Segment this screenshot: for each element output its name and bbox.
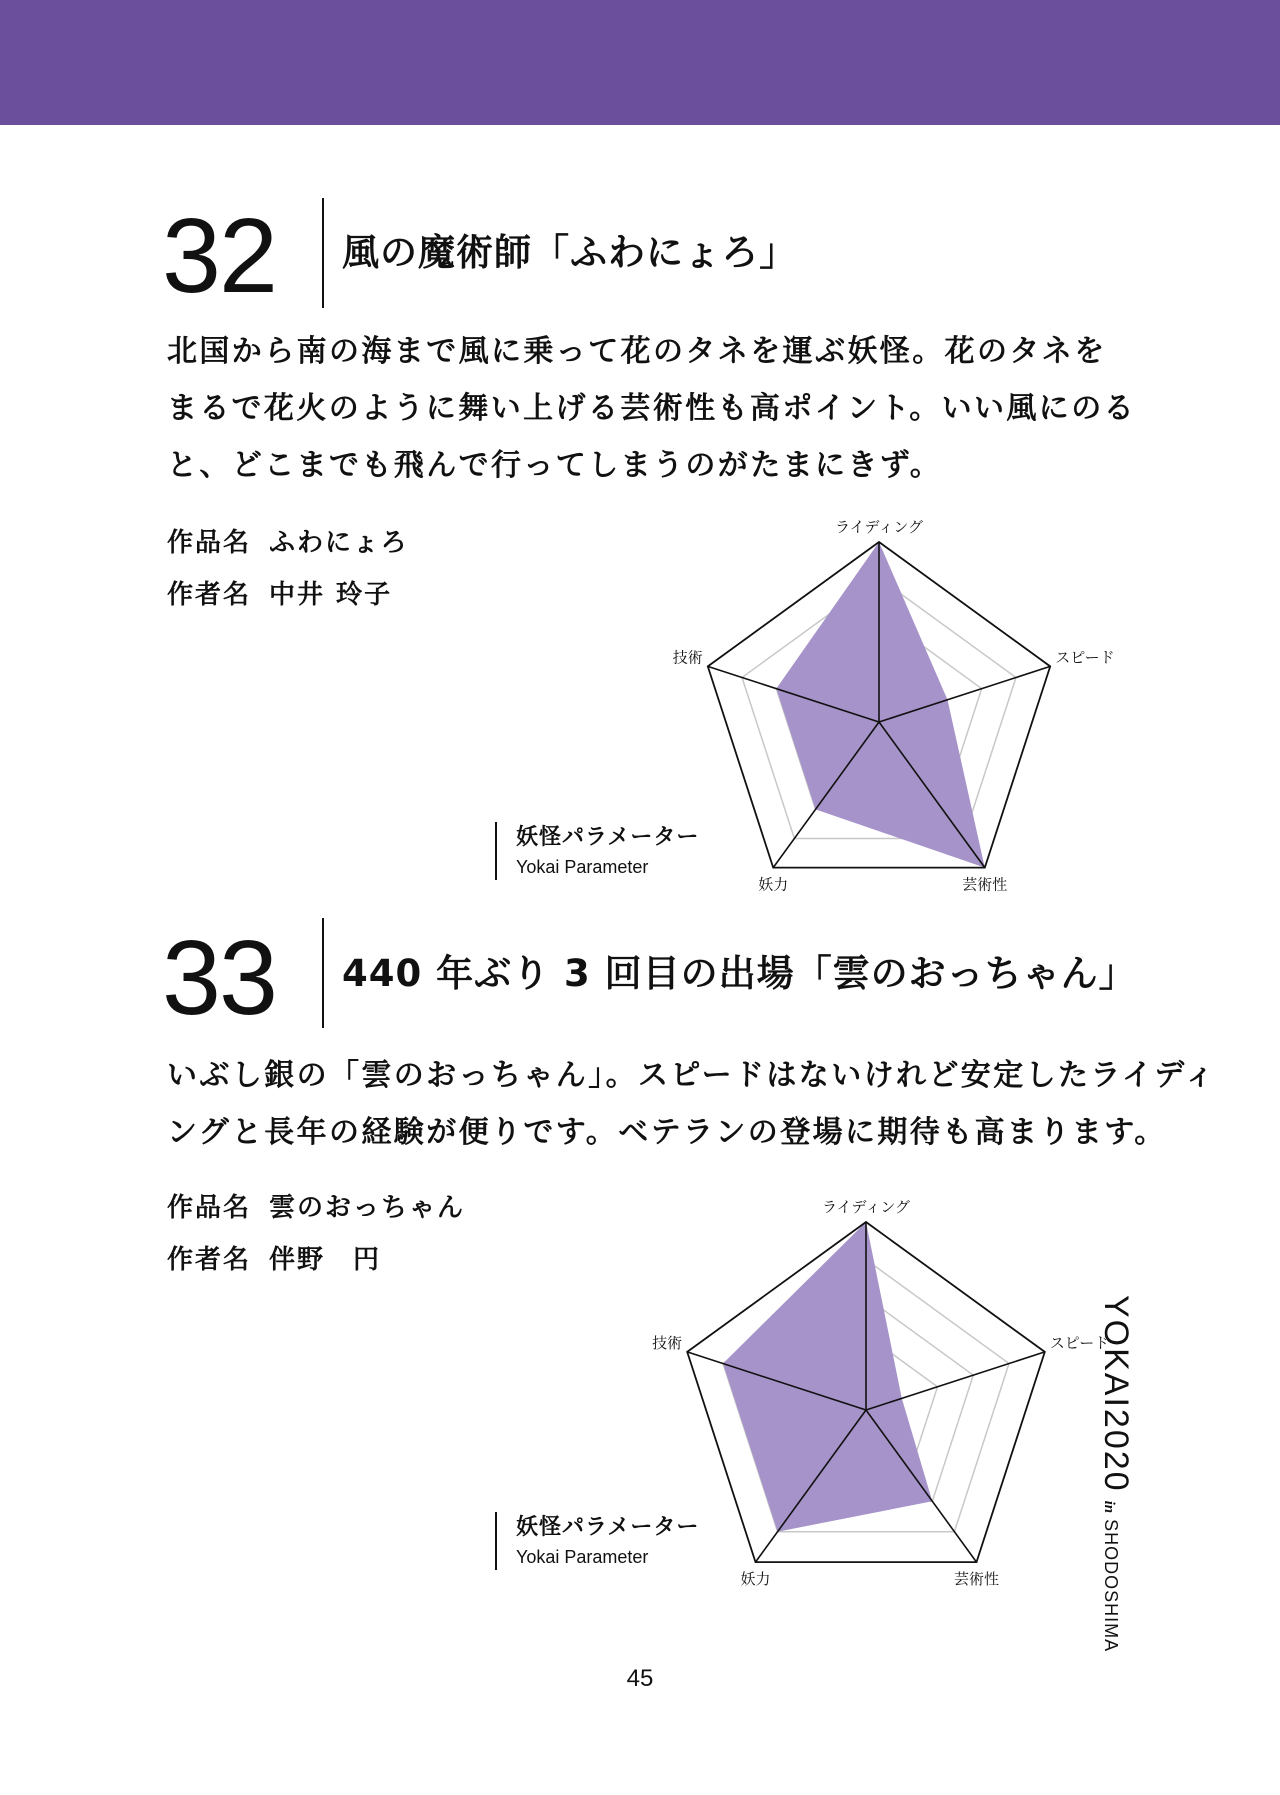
radar-axis-label: 妖力	[740, 1570, 771, 1589]
radar-spoke	[756, 1410, 867, 1562]
radar-grid-ring	[776, 614, 981, 809]
radar-axis-label: ライディング	[821, 1198, 911, 1216]
work-name-row	[167, 1190, 465, 1226]
radar-spoke	[866, 1352, 1045, 1410]
radar-grid-ring	[845, 686, 913, 751]
entry-title: 440 年ぶり 3 回目の出場「雲のおっちゃん」	[342, 952, 1137, 995]
entry-divider	[322, 198, 324, 308]
header-band	[0, 0, 1280, 125]
parameter-title: 妖怪パラメーター	[516, 825, 700, 850]
radar-outline	[687, 1222, 1045, 1562]
radar-axis-label: 芸術性	[962, 875, 1008, 894]
author-value: 中井 玲子	[269, 580, 393, 610]
radar-spoke	[708, 666, 879, 722]
work-name-row	[167, 525, 409, 561]
entry-number: 33	[162, 919, 276, 1037]
radar-axis-label: 芸術性	[953, 1570, 1000, 1589]
entry-divider	[322, 918, 324, 1028]
radar-axis-label: 技術	[672, 648, 703, 667]
work-name-value: ふわにょろ	[269, 528, 409, 558]
author-value: 伴野 円	[269, 1245, 382, 1275]
side-brand	[1096, 1295, 1135, 1652]
radar-grid-ring	[723, 1260, 1009, 1532]
description-line: ングと長年の経験が便りです。ベテランの登場に期待も高まります。	[167, 1115, 1167, 1150]
entry-title: 風の魔術師「ふわにょろ」	[342, 231, 798, 274]
radar-grid-ring	[795, 1335, 938, 1471]
parameter-subtitle: Yokai Parameter	[516, 857, 649, 877]
author-label: 作者名	[167, 580, 252, 610]
work-name-label: 作品名	[167, 1193, 252, 1223]
description-line: と、どこまでも飛んで行ってしまうのがたまにきず。	[167, 448, 943, 483]
radar-grid-ring	[830, 1372, 902, 1440]
radar-spoke	[687, 1352, 866, 1410]
radar-grid-ring	[742, 578, 1016, 839]
brand-connector: in	[1101, 1500, 1117, 1514]
radar-data-area	[723, 1222, 932, 1532]
radar-data-area	[776, 542, 985, 868]
radar-spoke	[879, 722, 985, 868]
entry-number: 32	[162, 197, 276, 315]
author-row	[167, 1242, 381, 1278]
brand-main: YOKAI2020	[1097, 1295, 1135, 1493]
parameter-title: 妖怪パラメーター	[516, 1515, 700, 1540]
author-row	[167, 577, 392, 613]
work-name-label: 作品名	[167, 528, 252, 558]
radar-axis-label: 技術	[652, 1333, 683, 1352]
radar-spoke	[879, 666, 1050, 722]
radar-axis-label: ライディング	[834, 518, 924, 536]
work-name-value: 雲のおっちゃん	[269, 1193, 466, 1223]
radar-outline	[708, 542, 1050, 868]
radar-axis-label: 妖力	[758, 875, 789, 894]
page-number: 45	[626, 1665, 654, 1692]
entry-description	[167, 323, 1147, 494]
radar-axis-label: スピード	[1055, 648, 1115, 667]
description-line: 北国から南の海まで風に乗って花のタネを運ぶ妖怪。花のタネを	[167, 334, 1107, 369]
radar-axis-label: スピード	[1049, 1333, 1110, 1352]
parameter-divider	[495, 1512, 497, 1570]
parameter-subtitle: Yokai Parameter	[516, 1547, 649, 1567]
entry-description	[167, 1047, 1217, 1161]
description-line: いぶし銀の「雲のおっちゃん」。スピードはないけれど安定したライディ	[167, 1058, 1217, 1093]
description-line: まるで花火のように舞い上げる芸術性も高ポイント。いい風にのる	[167, 391, 1136, 426]
radar-spoke	[773, 722, 879, 868]
author-label: 作者名	[167, 1245, 252, 1275]
radar-spoke	[866, 1410, 977, 1562]
parameter-divider	[495, 822, 497, 880]
brand-place: SHODOSHIMA	[1101, 1519, 1121, 1653]
radar-grid-ring	[759, 1297, 974, 1501]
radar-grid-ring	[811, 650, 948, 780]
